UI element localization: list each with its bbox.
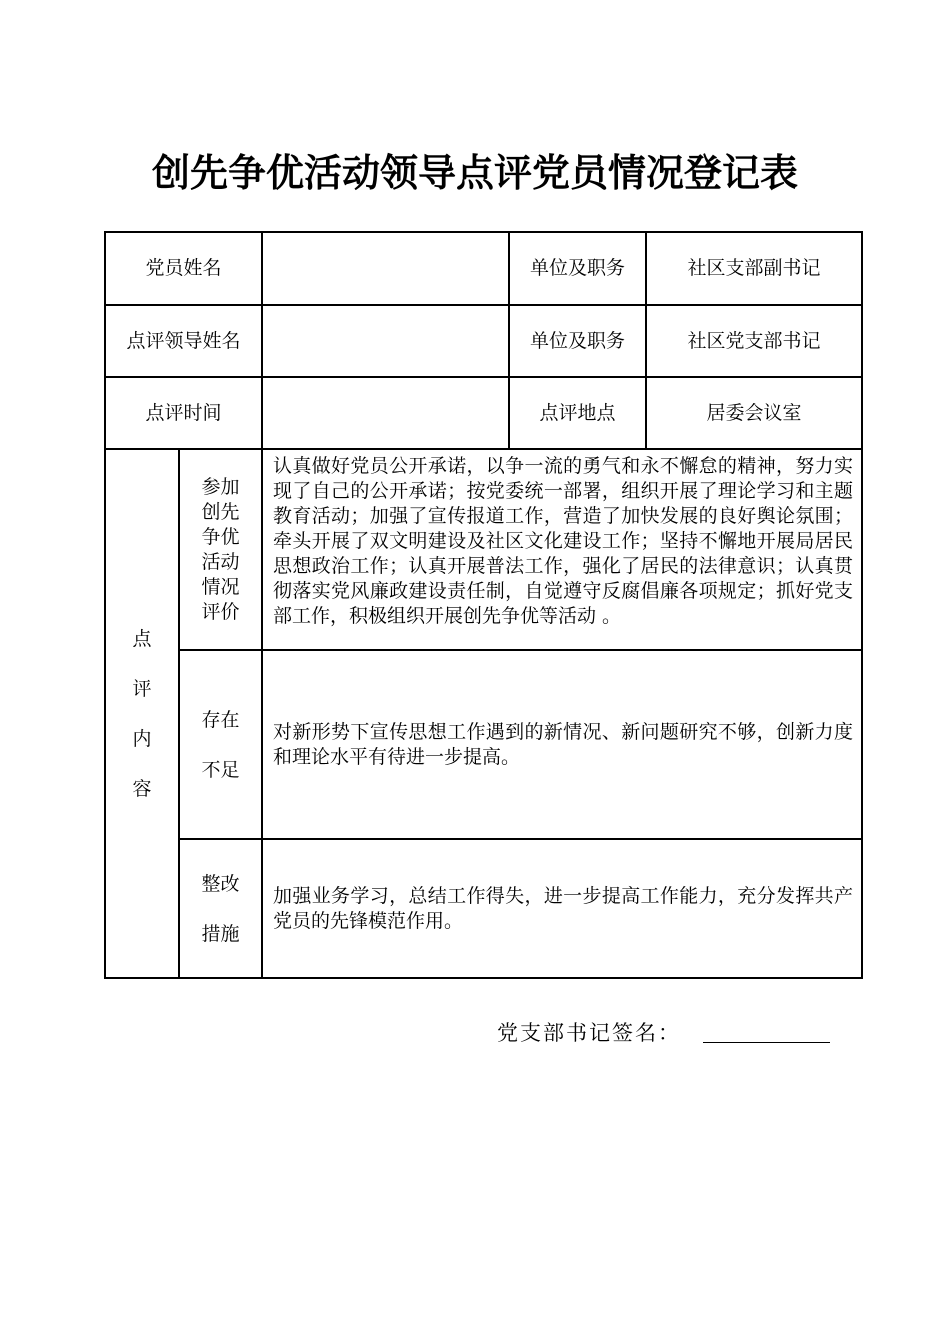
- member-name-label: 党员姓名: [105, 232, 262, 305]
- rectify-text: 加强业务学习，总结工作得失，进一步提高工作能力，充分发挥共产党员的先锋模范作用。: [273, 884, 854, 932]
- member-unit-label: 单位及职务: [509, 232, 646, 305]
- review-place-label: 点评地点: [509, 377, 646, 449]
- review-content-section-label: [105, 449, 179, 978]
- shortcoming-label: 存在 不足: [201, 708, 240, 781]
- leader-name-value[interactable]: [262, 305, 509, 377]
- registration-form-table: [104, 231, 863, 979]
- rectify-label-cell: [179, 839, 262, 978]
- review-time-label: 点评时间: [105, 377, 262, 449]
- participation-row: [105, 449, 862, 650]
- signature-label: 党支部书记签名：: [497, 1021, 681, 1045]
- shortcoming-row: [105, 650, 862, 839]
- review-time-value[interactable]: [262, 377, 509, 449]
- participation-label-cell: [179, 449, 262, 650]
- member-unit-value[interactable]: 社区支部副书记: [646, 232, 862, 305]
- participation-evaluation-cell[interactable]: [262, 449, 862, 650]
- leader-unit-value[interactable]: 社区党支部书记: [646, 305, 862, 377]
- page-title: 创先争优活动领导点评党员情况登记表: [151, 150, 798, 195]
- rectify-label: 整改 措施: [201, 872, 240, 945]
- participation-evaluation-text: 认真做好党员公开承诺，以争一流的勇气和永不懈怠的精神，努力实现了自己的公开承诺；按党委统一部署，组织开展了理论学习和主题教育活动；加强了宣传报道工作，营造了加快发展的良好舆论氛围；牵头开展了双文明建设及社区文化建设工作；坚持不懈地开展局居民思想政治工作；认真开展普法工作，强化了居民的法律意识；认真贯彻落实党风廉政建设责任制，自觉遵守反腐倡廉各项规定；抓好党支部工作，积极组织开展创先争优等活动 。: [273, 455, 854, 627]
- review-content-label: 点 评 内 容: [132, 627, 152, 800]
- leader-unit-label: 单位及职务: [509, 305, 646, 377]
- leader-name-label: 点评领导姓名: [105, 305, 262, 377]
- rectify-row: [105, 839, 862, 978]
- signature-line[interactable]: [703, 1042, 830, 1043]
- participation-label: 参加 创先 争优 活动 情况 评价: [201, 475, 240, 623]
- member-name-value[interactable]: [262, 232, 509, 305]
- shortcoming-cell[interactable]: [262, 650, 862, 839]
- review-place-value[interactable]: 居委会议室: [646, 377, 862, 449]
- shortcoming-text: 对新形势下宣传思想工作遇到的新情况、新问题研究不够，创新力度和理论水平有待进一步提高。: [273, 720, 854, 768]
- leader-row: [105, 305, 862, 377]
- rectify-cell[interactable]: [262, 839, 862, 978]
- member-row: [105, 232, 862, 305]
- time-place-row: [105, 377, 862, 449]
- shortcoming-label-cell: [179, 650, 262, 839]
